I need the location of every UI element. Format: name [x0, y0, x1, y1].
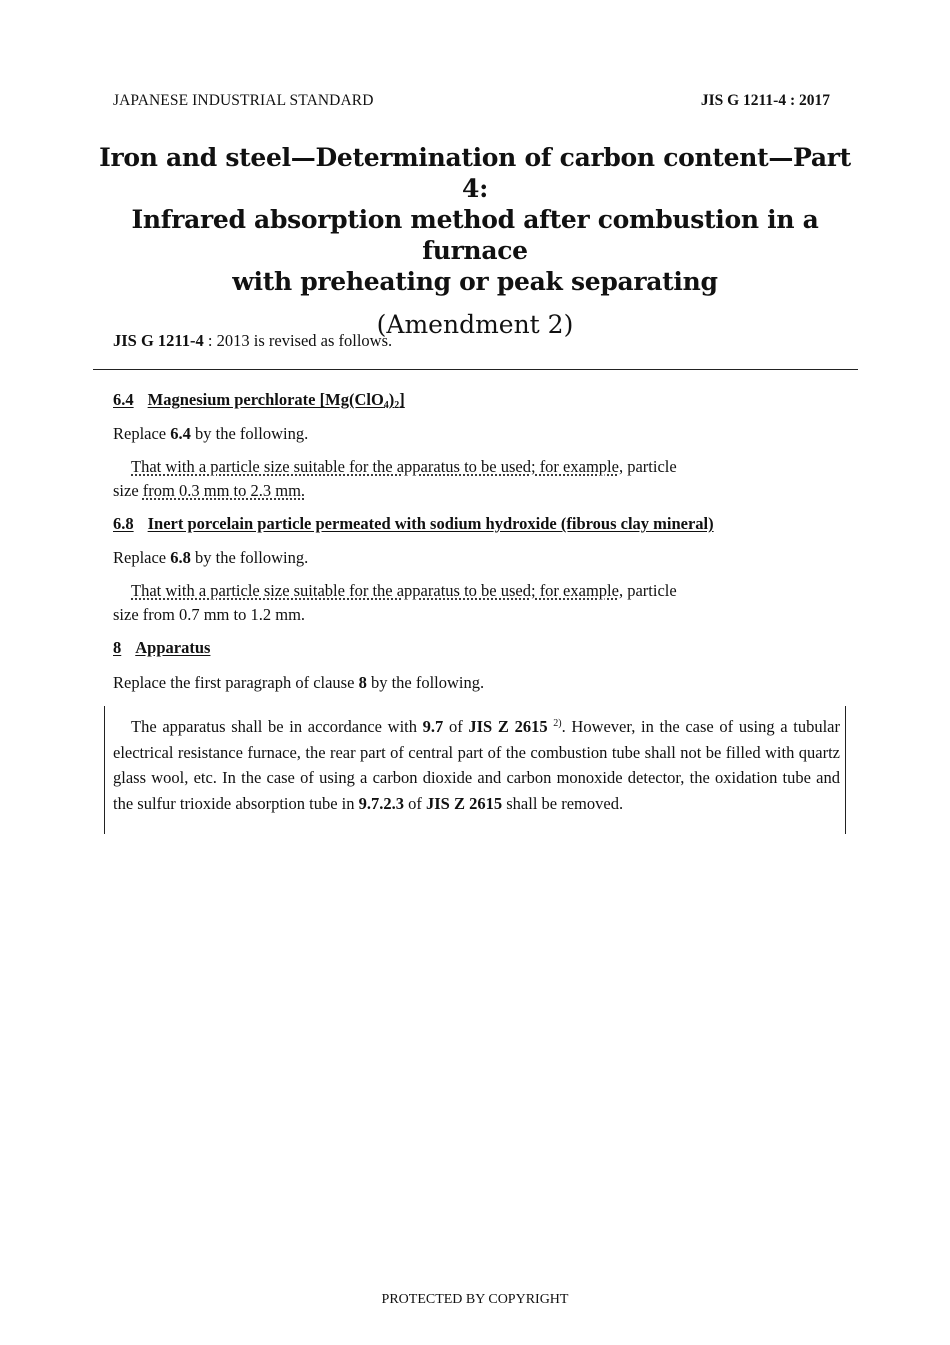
clause-8-instruction: Replace the first paragraph of clause 8 by the following.: [113, 673, 485, 692]
clause-title: Apparatus: [135, 638, 211, 657]
amended-text: That with a particle size suitable for the apparatus to be used; for example,: [131, 457, 624, 476]
revision-ref: JIS G 1211-4: [113, 331, 204, 350]
revision-text: : 2013 is revised as follows.: [203, 331, 393, 350]
title-line-3: with preheating or peak separating: [232, 267, 718, 296]
clause-6-8-heading: [113, 514, 714, 534]
clause-number: 6.4: [113, 390, 134, 409]
divider: [93, 369, 858, 370]
header-standard-label: JAPANESE INDUSTRIAL STANDARD: [113, 92, 374, 109]
clause-6-4-text: That with a particle size suitable for the apparatus to be used; for example, particle size from 0.3 mm to 2.3 mm.: [113, 457, 677, 500]
title-line-1: Iron and steel—Determination of carbon content—Part 4:: [99, 143, 851, 203]
clause-6-4-heading: [113, 390, 405, 411]
clause-6-8-instruction: Replace 6.8 by the following.: [113, 548, 309, 567]
clause-6-8-text: That with a particle size suitable for the apparatus to be used; for example, particle size from 0.7 mm to 1.2 mm.: [113, 581, 677, 624]
revision-statement: [113, 331, 392, 351]
amended-text: from 0.3 mm to 2.3 mm.: [142, 481, 306, 500]
title-line-2: Infrared absorption method after combustion in a furnace: [131, 205, 819, 265]
clause-number: 6.8: [113, 514, 134, 533]
footnote-ref: 2): [553, 718, 562, 729]
copyright-footer: PROTECTED BY COPYRIGHT: [381, 1292, 569, 1307]
clause-8-replacement-text: The apparatus shall be in accordance with 9.7 of JIS Z 2615 $^{2)}$. However, in the case of using a tubular electrical resistance furnace, the rear part of central part of the combustion tube shall not be filled with quartz glass wool, etc. In the case of using a carbon dioxide and carbon monoxide detector, the oxidation tube and the sulfur trioxide absorption tube in 9.7.2.3 of JIS Z 2615 shall be removed.: [113, 717, 840, 813]
clause-title: Magnesium perchlorate $[Mg(ClO_4)_2]$: [147, 390, 405, 411]
document-title: [95, 142, 855, 340]
header-standard-number: JIS G 1211-4 : 2017: [700, 92, 830, 109]
clause-number: 8: [113, 638, 122, 657]
amended-text: That with a particle size suitable for the apparatus to be used; for example,: [131, 581, 624, 600]
clause-8-heading: [113, 638, 210, 658]
clause-6-4-instruction: Replace 6.4 by the following.: [113, 424, 309, 443]
clause-title: Inert porcelain particle permeated with sodium hydroxide (fibrous clay mineral): [147, 514, 714, 533]
amendment-label: (Amendment 2): [376, 310, 574, 339]
